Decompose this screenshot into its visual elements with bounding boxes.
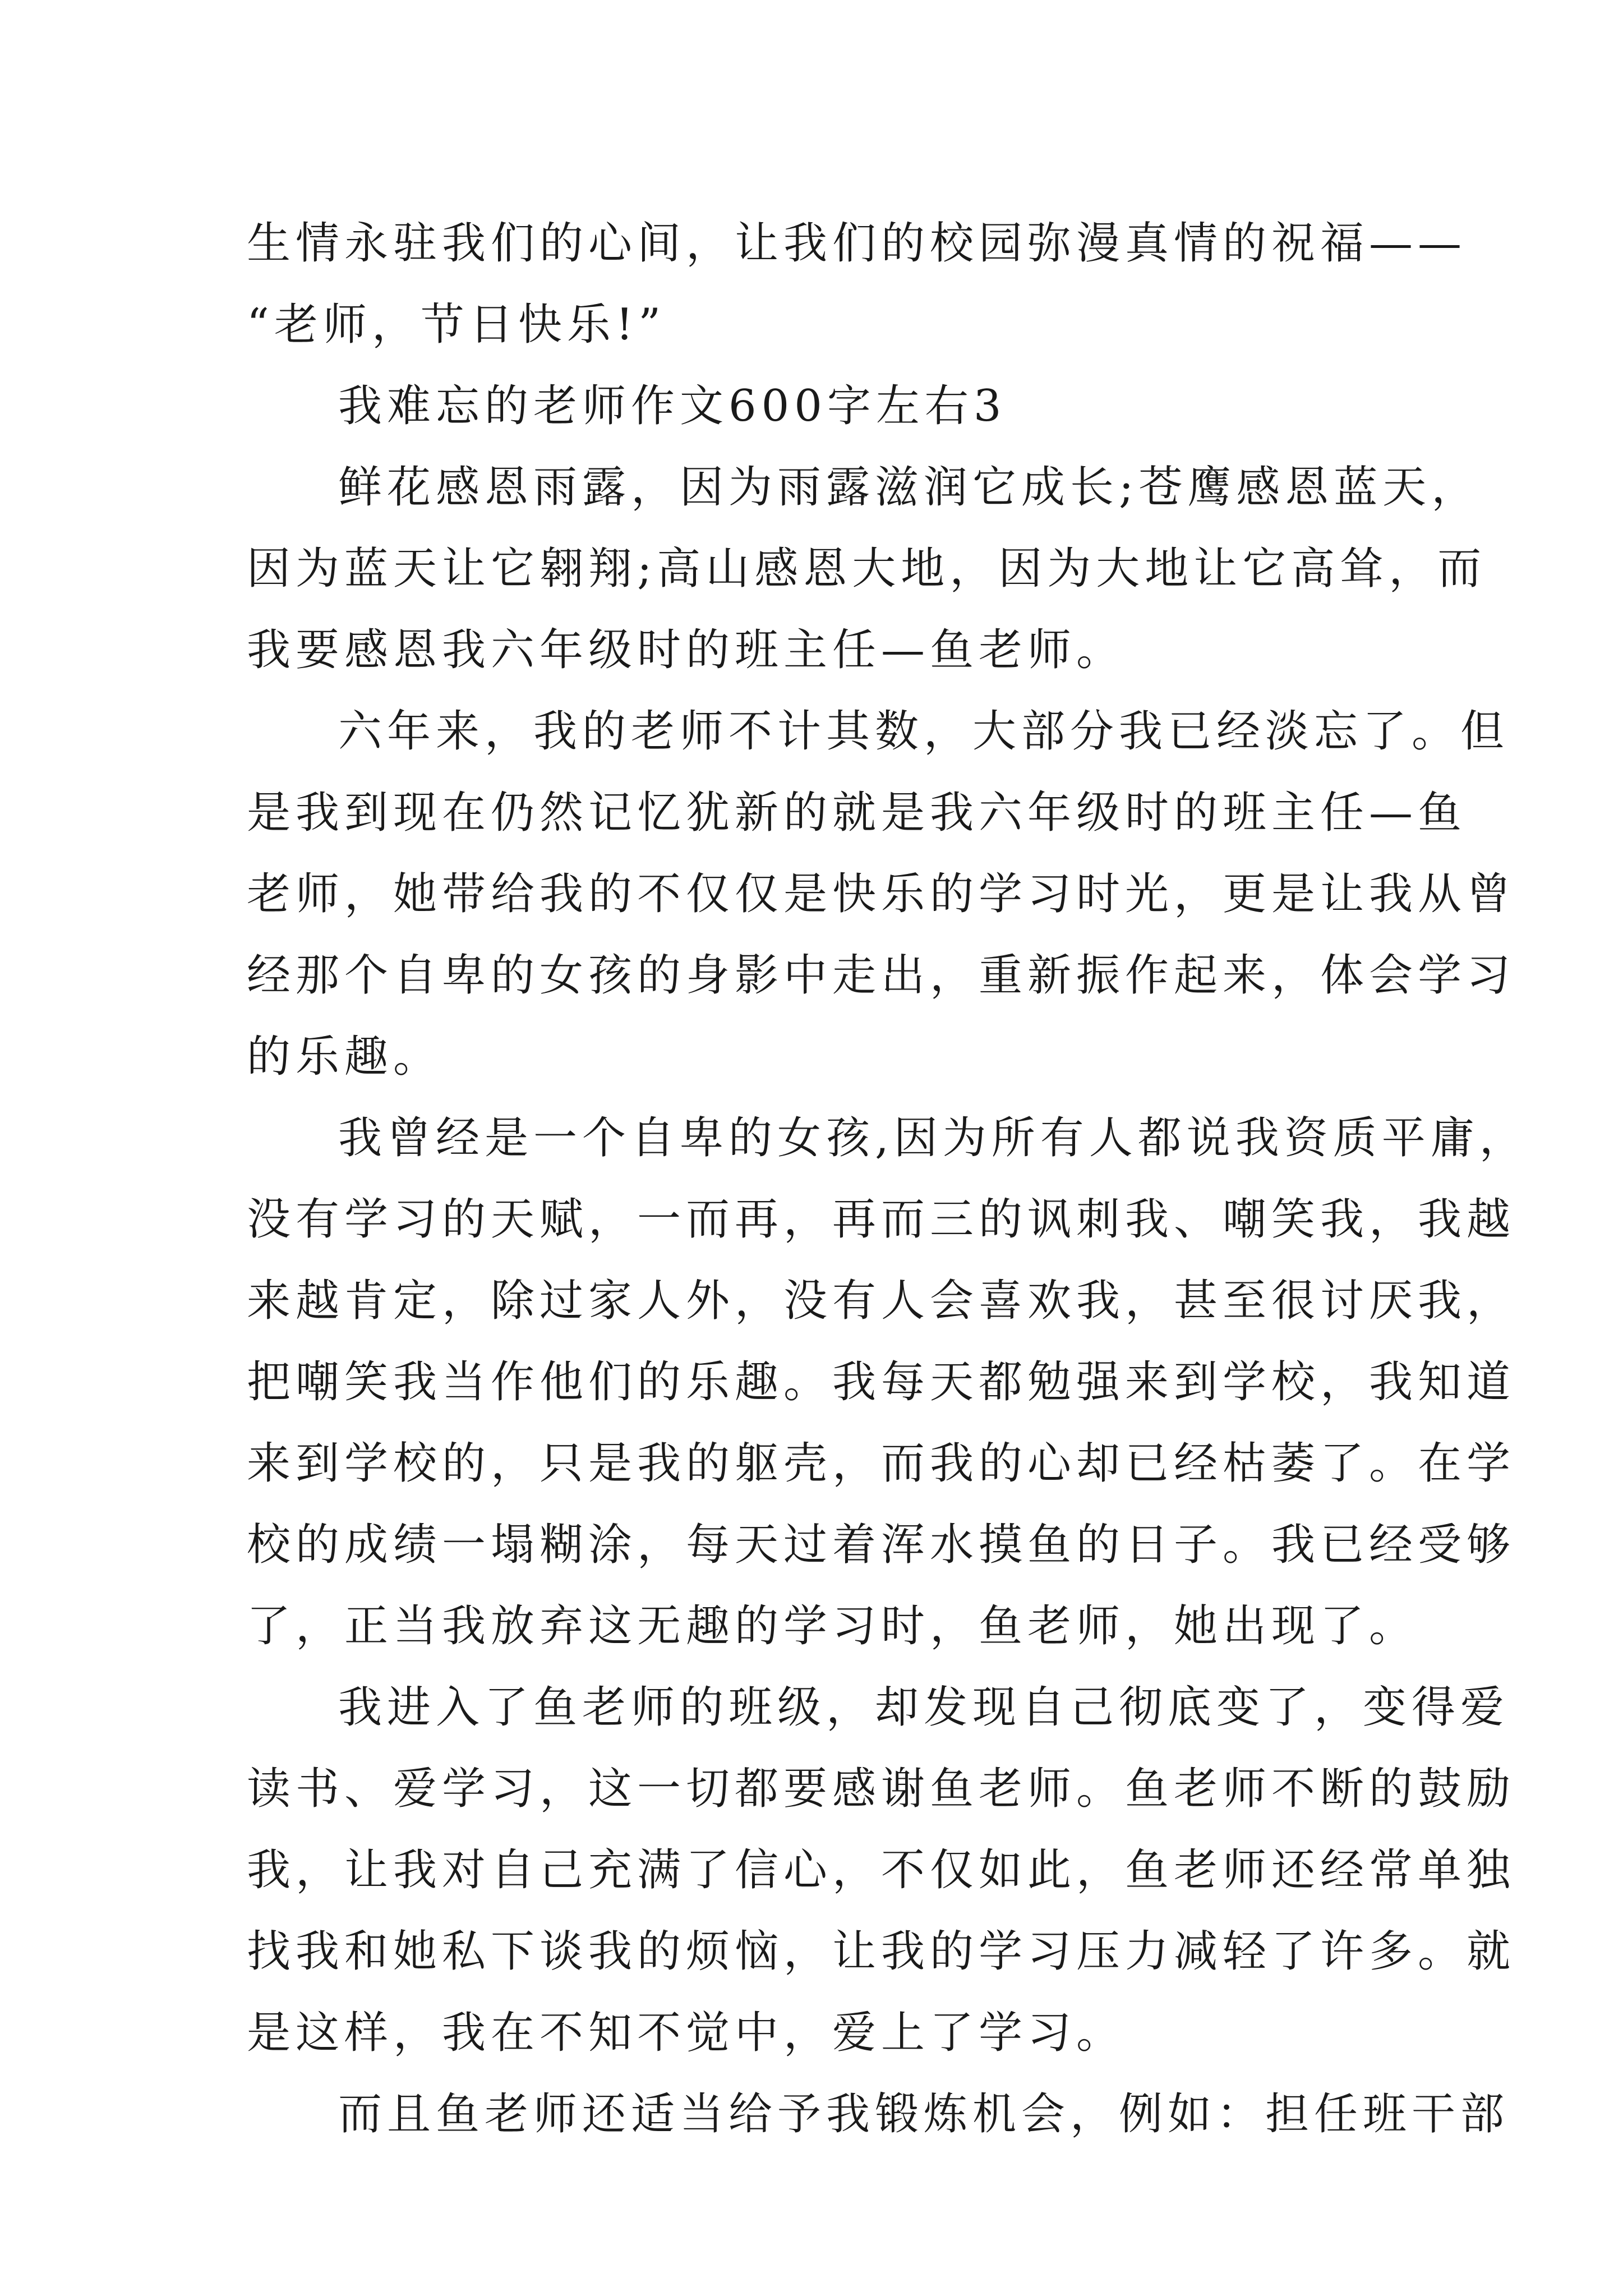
text-line-23: 是这样，我在不知不觉中，爱上了学习。 <box>247 2008 1126 2058</box>
essay-title: 我难忘的老师作文600字左右3 <box>338 381 1007 431</box>
text-line-19: 我进入了鱼老师的班级，却发现自己彻底变了，变得爱 <box>338 1682 1510 1733</box>
text-line-8: 是我到现在仍然记忆犹新的就是我六年级时的班主任—鱼 <box>247 788 1467 838</box>
text-line-14: 来越肯定，除过家人外，没有人会喜欢我，甚至很讨厌我， <box>247 1276 1516 1326</box>
text-line-16: 来到学校的，只是我的躯壳，而我的心却已经枯萎了。在学 <box>247 1438 1516 1489</box>
text-line-10: 经那个自卑的女孩的身影中走出，重新振作起来，体会学习 <box>247 950 1516 1001</box>
text-line-21: 我，让我对自己充满了信心，不仅如此，鱼老师还经常单独 <box>247 1845 1516 1895</box>
text-line-2: “老师，节日快乐!” <box>247 300 666 350</box>
text-line-13: 没有学习的天赋，一而再，再而三的讽刺我、嘲笑我，我越 <box>247 1194 1516 1245</box>
text-line-24: 而且鱼老师还适当给予我锻炼机会，例如：担任班干部 <box>338 2089 1510 2139</box>
text-line-12: 我曾经是一个自卑的女孩,因为所有人都说我资质平庸， <box>338 1113 1528 1163</box>
text-line-20: 读书、爱学习，这一切都要感谢鱼老师。鱼老师不断的鼓励 <box>247 1764 1516 1814</box>
text-line-7: 六年来，我的老师不计其数，大部分我已经淡忘了。但 <box>338 706 1510 757</box>
text-line-22: 找我和她私下谈我的烦恼，让我的学习压力减轻了许多。就 <box>247 1926 1516 1977</box>
text-line-1: 生情永驻我们的心间，让我们的校园弥漫真情的祝福—— <box>247 218 1467 269</box>
text-line-4: 鲜花感恩雨露，因为雨露滋润它成长;苍鹰感恩蓝天， <box>338 462 1481 513</box>
text-line-5: 因为蓝天让它翱翔;高山感恩大地，因为大地让它高耸，而 <box>247 544 1487 594</box>
text-line-17: 校的成绩一塌糊涂，每天过着浑水摸鱼的日子。我已经受够 <box>247 1520 1516 1570</box>
text-line-15: 把嘲笑我当作他们的乐趣。我每天都勉强来到学校，我知道 <box>247 1357 1516 1407</box>
text-line-6: 我要感恩我六年级时的班主任—鱼老师。 <box>247 625 1126 675</box>
text-line-18: 了，正当我放弃这无趣的学习时，鱼老师，她出现了。 <box>247 1601 1418 1651</box>
text-line-11: 的乐趣。 <box>247 1032 442 1082</box>
text-line-9: 老师，她带给我的不仅仅是快乐的学习时光，更是让我从曾 <box>247 869 1516 919</box>
